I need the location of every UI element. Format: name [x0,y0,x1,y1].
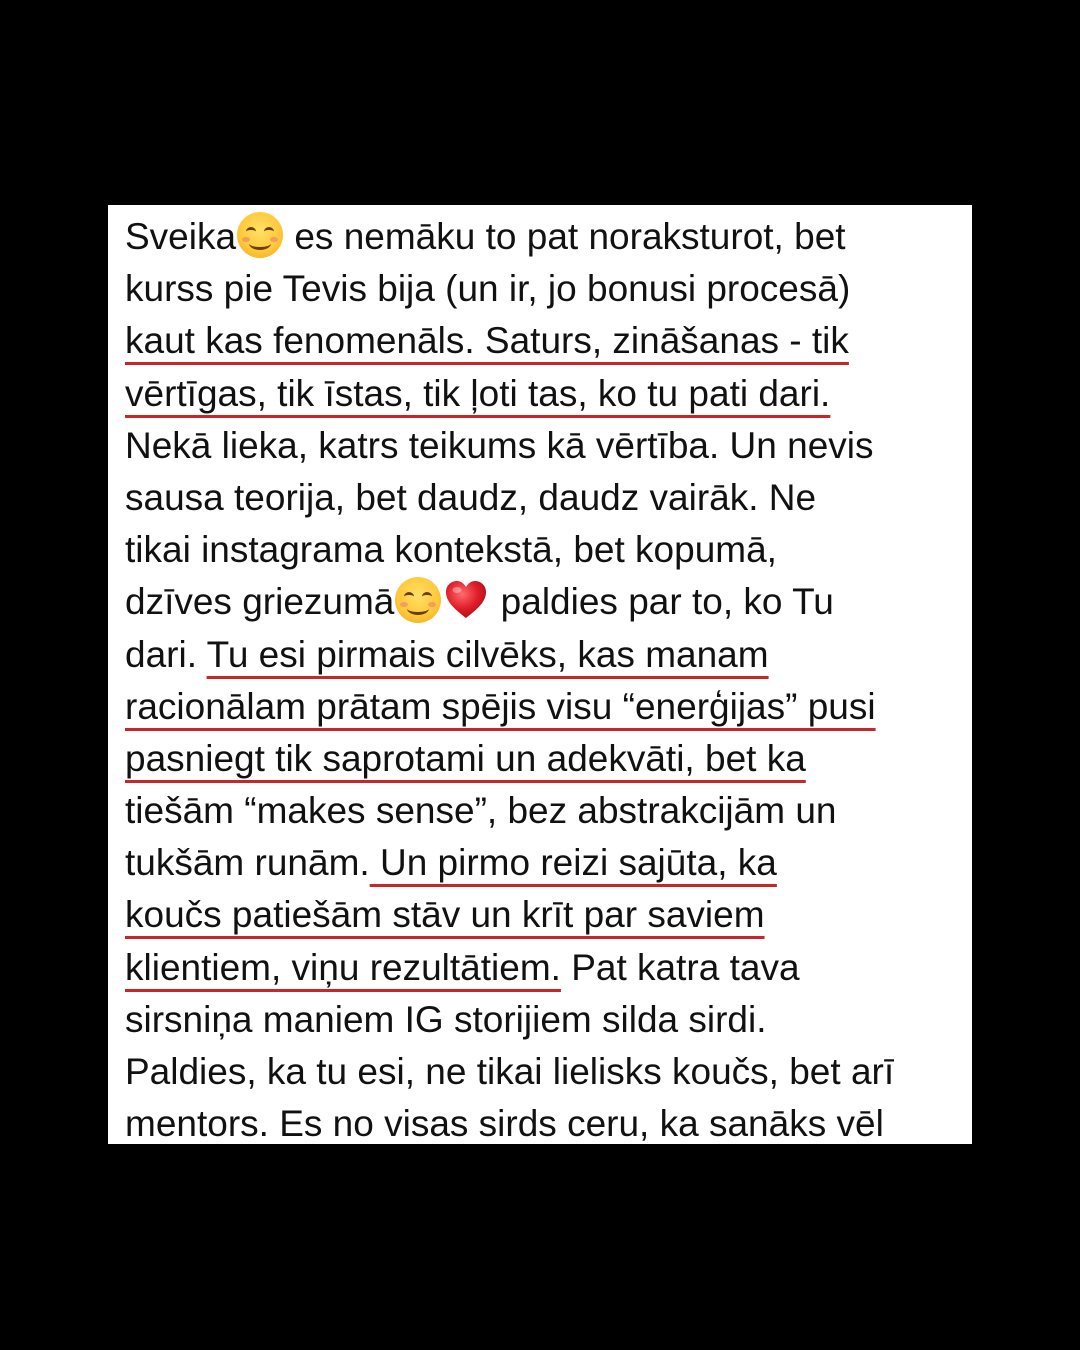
message-line: klientiem, viņu rezultātiem. Pat katra tava [125,946,800,988]
message-line: sausa teorija, bet daudz, daudz vairāk. Ne [125,476,817,518]
message-line: kurss pie Tevis bija (un ir, jo bonusi procesā) [125,268,851,310]
message-line [125,889,972,941]
smiling-face-icon [237,212,283,258]
highlighted-text: kaut kas fenomenāls. Saturs, zināšanas - tik [125,320,849,362]
message-line [125,368,972,420]
highlighted-text: Tu esi pirmais cilvēks, kas manam [206,633,769,675]
message-line: tukšām runām. Un pirmo reizi sajūta, ka [125,842,777,884]
message-line [125,315,972,367]
highlighted-text: klientiem, viņu rezultātiem. [125,946,561,988]
message-line: dzīves griezumā paldies par to, ko Tu [125,576,972,628]
highlighted-text: pasniegt tik saprotami un adekvāti, bet ka [125,737,806,779]
message-line: tikai instagrama kontekstā, bet kopumā, [125,529,777,571]
message-line: dari. Tu esi pirmais cilvēks, kas manam [125,633,769,675]
highlighted-text: racionālam prātam spējis visu “enerģijas” pusi [125,685,876,727]
message-line: Nekā lieka, katrs teikums kā vērtība. Un nevis [125,424,874,466]
message-card [108,205,972,1144]
message-line: tiešām “makes sense”, bez abstrakcijām un [125,790,837,832]
message-line: sirsniņa maniem IG storijiem silda sirdi. [125,998,767,1040]
highlighted-text: vērtīgas, tik īstas, tik ļoti tas, ko tu pati dari. [125,372,831,414]
smiling-face-icon [395,577,441,623]
message-line: Sveika es nemāku to pat noraksturot, bet [125,211,972,263]
message-line [125,733,972,785]
highlighted-text: koučs patiešām stāv un krīt par saviem [125,894,765,936]
message-text [125,211,972,1144]
message-line: Paldies, ka tu esi, ne tikai lielisks koučs, bet arī [125,1051,895,1092]
message-line [125,681,972,733]
highlighted-text: Un pirmo reizi sajūta, ka [369,842,777,884]
red-heart-icon [443,577,489,623]
message-line: mentors. Es no visas sirds ceru, ka sanāks vēl [125,1103,884,1144]
